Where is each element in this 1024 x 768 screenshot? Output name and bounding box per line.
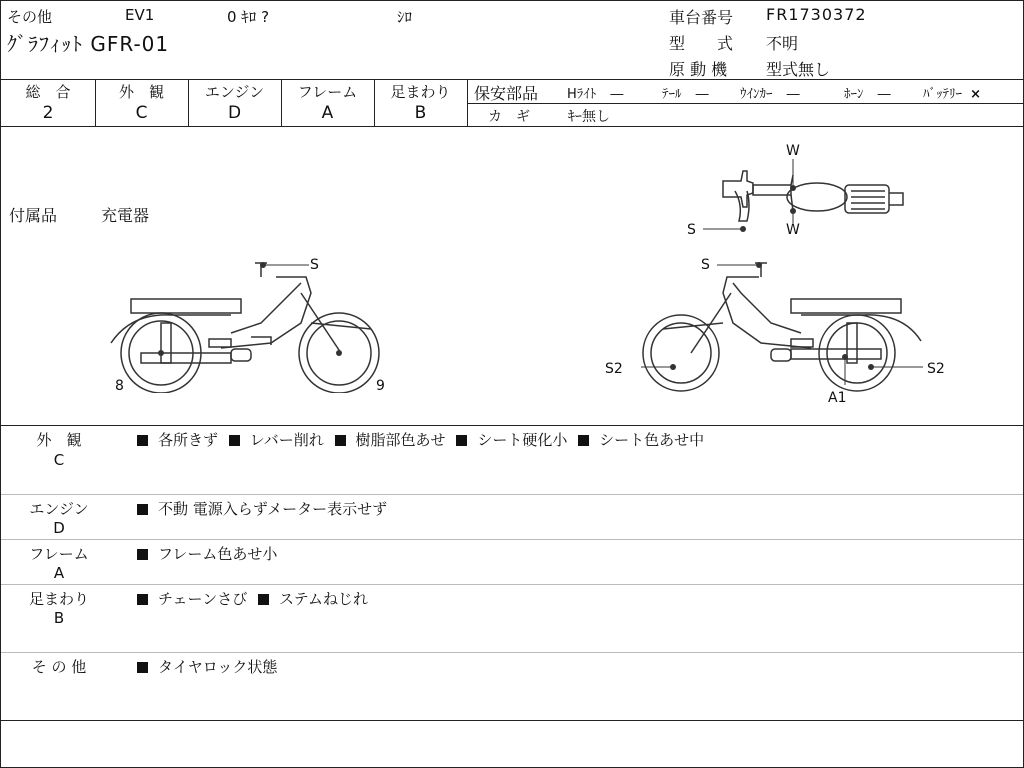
rating-frame-value: A	[321, 103, 334, 123]
label-top-s: S	[687, 222, 696, 238]
safety-tail-value: ―	[695, 87, 709, 102]
detail-exterior-grade: C	[53, 451, 65, 469]
label-right-s: S	[701, 257, 710, 273]
rating-suspension-label: 足まわり	[390, 83, 451, 101]
detail-other-items	[137, 656, 283, 677]
accessories-label: 付属品	[9, 206, 58, 225]
safety-horn	[844, 83, 891, 102]
safety-headlight-name: Hﾗｲﾄ	[567, 87, 597, 102]
engine-type-label: 原 動 機	[669, 60, 728, 79]
safety-battery-value: ×	[970, 87, 982, 102]
other-label: その他	[7, 8, 53, 26]
engine-type-value: 型式無し	[766, 60, 831, 79]
color: ｼﾛ	[397, 8, 413, 26]
key-label: カ ギ	[488, 109, 530, 125]
label-left-s: S	[310, 257, 319, 273]
scooter-left-side-view	[101, 253, 401, 393]
safety-tail	[662, 83, 709, 102]
accessories-value: 充電器	[101, 206, 150, 225]
detail-suspension-items	[137, 588, 374, 609]
label-left-9: 9	[376, 378, 385, 394]
frame-number-label: 車台番号	[669, 8, 734, 27]
label-right-s2-left: S2	[605, 361, 623, 377]
defect-item: 樹脂部色あせ	[355, 431, 446, 449]
scooter-top-view	[681, 141, 921, 241]
label-top-w2: W	[786, 222, 800, 238]
model-name: ｸﾞﾗﾌｨｯﾄ GFR-01	[7, 32, 170, 56]
safety-winker-value: ―	[786, 87, 800, 102]
detail-suspension-grade: B	[53, 609, 65, 627]
label-right-a1: A1	[828, 390, 847, 406]
label-top-w1: W	[786, 143, 800, 159]
rating-engine-value: D	[227, 103, 242, 123]
label-right-s2-right: S2	[927, 361, 945, 377]
detail-exterior-label: 外 観	[36, 431, 82, 449]
rating-frame-label: フレーム	[297, 83, 358, 101]
safety-battery-name: ﾊﾞｯﾃﾘｰ	[923, 87, 962, 102]
safety-horn-name: ﾎｰﾝ	[844, 87, 864, 102]
detail-engine-grade: D	[53, 519, 65, 537]
detail-exterior-items	[137, 429, 710, 450]
detail-frame-label: フレーム	[29, 545, 89, 563]
safety-winker	[740, 83, 800, 102]
safety-tail-name: ﾃｰﾙ	[662, 87, 682, 102]
safety-headlight	[567, 83, 623, 102]
scooter-right-side-view	[641, 253, 931, 393]
safety-battery	[923, 83, 981, 102]
type-label: 型 式	[669, 34, 734, 53]
defect-item: フレーム色あせ小	[158, 545, 278, 563]
detail-frame-items	[137, 543, 283, 564]
safety-headlight-value: ―	[610, 87, 624, 102]
model-code: EV1	[125, 6, 155, 24]
detail-engine-label: エンジン	[29, 500, 89, 518]
rating-suspension-value: B	[414, 103, 427, 123]
rating-overall-value: 2	[42, 103, 54, 123]
defect-item: 各所きず	[158, 431, 219, 449]
defect-item: 不動 電源入らずメーター表示せず	[158, 500, 388, 518]
label-left-8: 8	[115, 378, 124, 394]
defect-item: チェーンさび	[158, 590, 248, 608]
detail-suspension-label: 足まわり	[28, 590, 89, 608]
rating-exterior-value: C	[135, 103, 148, 123]
safety-label: 保安部品	[474, 84, 539, 103]
safety-winker-name: ｳｲﾝｶｰ	[740, 87, 773, 102]
defect-item: シート硬化小	[477, 431, 568, 449]
defect-item: ステムねじれ	[279, 590, 368, 608]
defect-item: レバー削れ	[249, 431, 324, 449]
key-value: ｷｰ無し	[568, 109, 610, 125]
rating-overall-label: 総 合	[25, 83, 71, 101]
detail-engine-items	[137, 498, 393, 519]
defect-item: タイヤロック状態	[158, 658, 278, 676]
frame-number: FR1730372	[766, 5, 867, 24]
type-value: 不明	[766, 34, 799, 53]
rating-exterior-label: 外 観	[118, 83, 164, 101]
mileage: 0 ｷﾛ ?	[227, 8, 270, 26]
rating-engine-label: エンジン	[204, 83, 265, 101]
safety-horn-value: ―	[877, 87, 891, 102]
detail-frame-grade: A	[53, 564, 65, 582]
detail-other-label: そ の 他	[31, 658, 87, 676]
defect-item: シート色あせ中	[599, 431, 705, 449]
